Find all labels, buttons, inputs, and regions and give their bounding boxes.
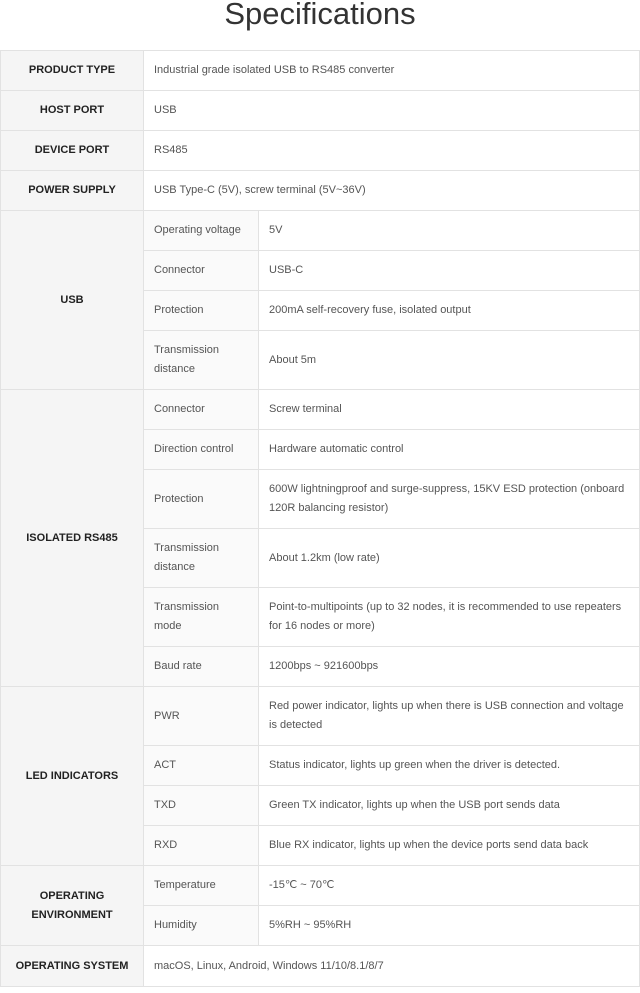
table-row xyxy=(1,390,640,430)
sub-key: Operating voltage xyxy=(144,211,259,251)
row-value: USB Type-C (5V), screw terminal (5V~36V) xyxy=(144,171,640,211)
sub-key: Humidity xyxy=(144,906,259,946)
sub-value: 600W lightningproof and surge-suppress, 15KV ESD protection (onboard 120R balancing resistor) xyxy=(259,470,640,529)
row-label: PRODUCT TYPE xyxy=(1,51,144,91)
sub-value: 5%RH ~ 95%RH xyxy=(259,906,640,946)
sub-value: USB-C xyxy=(259,251,640,291)
row-value: Industrial grade isolated USB to RS485 converter xyxy=(144,51,640,91)
row-value: macOS, Linux, Android, Windows 11/10/8.1/8/7 xyxy=(144,946,640,987)
table-row xyxy=(1,171,640,211)
sub-key: Connector xyxy=(144,390,259,430)
group-label-isolated-rs485: ISOLATED RS485 xyxy=(1,390,144,687)
page-title: Specifications xyxy=(224,0,416,31)
table-row xyxy=(1,687,640,746)
sub-value: Red power indicator, lights up when there is USB connection and voltage is detected xyxy=(259,687,640,746)
table-row xyxy=(1,211,640,251)
sub-value: About 5m xyxy=(259,331,640,390)
sub-value: About 1.2km (low rate) xyxy=(259,529,640,588)
sub-value: Screw terminal xyxy=(259,390,640,430)
sub-value: Green TX indicator, lights up when the USB port sends data xyxy=(259,786,640,826)
sub-value: 1200bps ~ 921600bps xyxy=(259,647,640,687)
sub-key: Temperature xyxy=(144,866,259,906)
row-label: DEVICE PORT xyxy=(1,131,144,171)
group-label-usb: USB xyxy=(1,211,144,390)
group-label-led-indicators: LED INDICATORS xyxy=(1,687,144,866)
sub-value: 200mA self-recovery fuse, isolated output xyxy=(259,291,640,331)
sub-key: Baud rate xyxy=(144,647,259,687)
sub-key: RXD xyxy=(144,826,259,866)
row-label: HOST PORT xyxy=(1,91,144,131)
sub-value: Blue RX indicator, lights up when the device ports send data back xyxy=(259,826,640,866)
specifications-table xyxy=(0,50,640,987)
sub-value: Point-to-multipoints (up to 32 nodes, it is recommended to use repeaters for 16 nodes or more) xyxy=(259,588,640,647)
sub-key: Direction control xyxy=(144,430,259,470)
sub-value: Status indicator, lights up green when the driver is detected. xyxy=(259,746,640,786)
table-row xyxy=(1,91,640,131)
sub-key: Transmission mode xyxy=(144,588,259,647)
row-value: RS485 xyxy=(144,131,640,171)
sub-key: ACT xyxy=(144,746,259,786)
row-label: POWER SUPPLY xyxy=(1,171,144,211)
sub-key: Transmission distance xyxy=(144,331,259,390)
table-row xyxy=(1,131,640,171)
sub-value: 5V xyxy=(259,211,640,251)
row-value: USB xyxy=(144,91,640,131)
table-row xyxy=(1,866,640,906)
group-label-operating-environment: OPERATING ENVIRONMENT xyxy=(1,866,144,946)
sub-value: Hardware automatic control xyxy=(259,430,640,470)
row-label: OPERATING SYSTEM xyxy=(1,946,144,987)
sub-key: Protection xyxy=(144,291,259,331)
sub-value: -15℃ ~ 70℃ xyxy=(259,866,640,906)
sub-key: Transmission distance xyxy=(144,529,259,588)
sub-key: PWR xyxy=(144,687,259,746)
table-row xyxy=(1,946,640,987)
sub-key: Protection xyxy=(144,470,259,529)
sub-key: TXD xyxy=(144,786,259,826)
sub-key: Connector xyxy=(144,251,259,291)
table-row xyxy=(1,51,640,91)
